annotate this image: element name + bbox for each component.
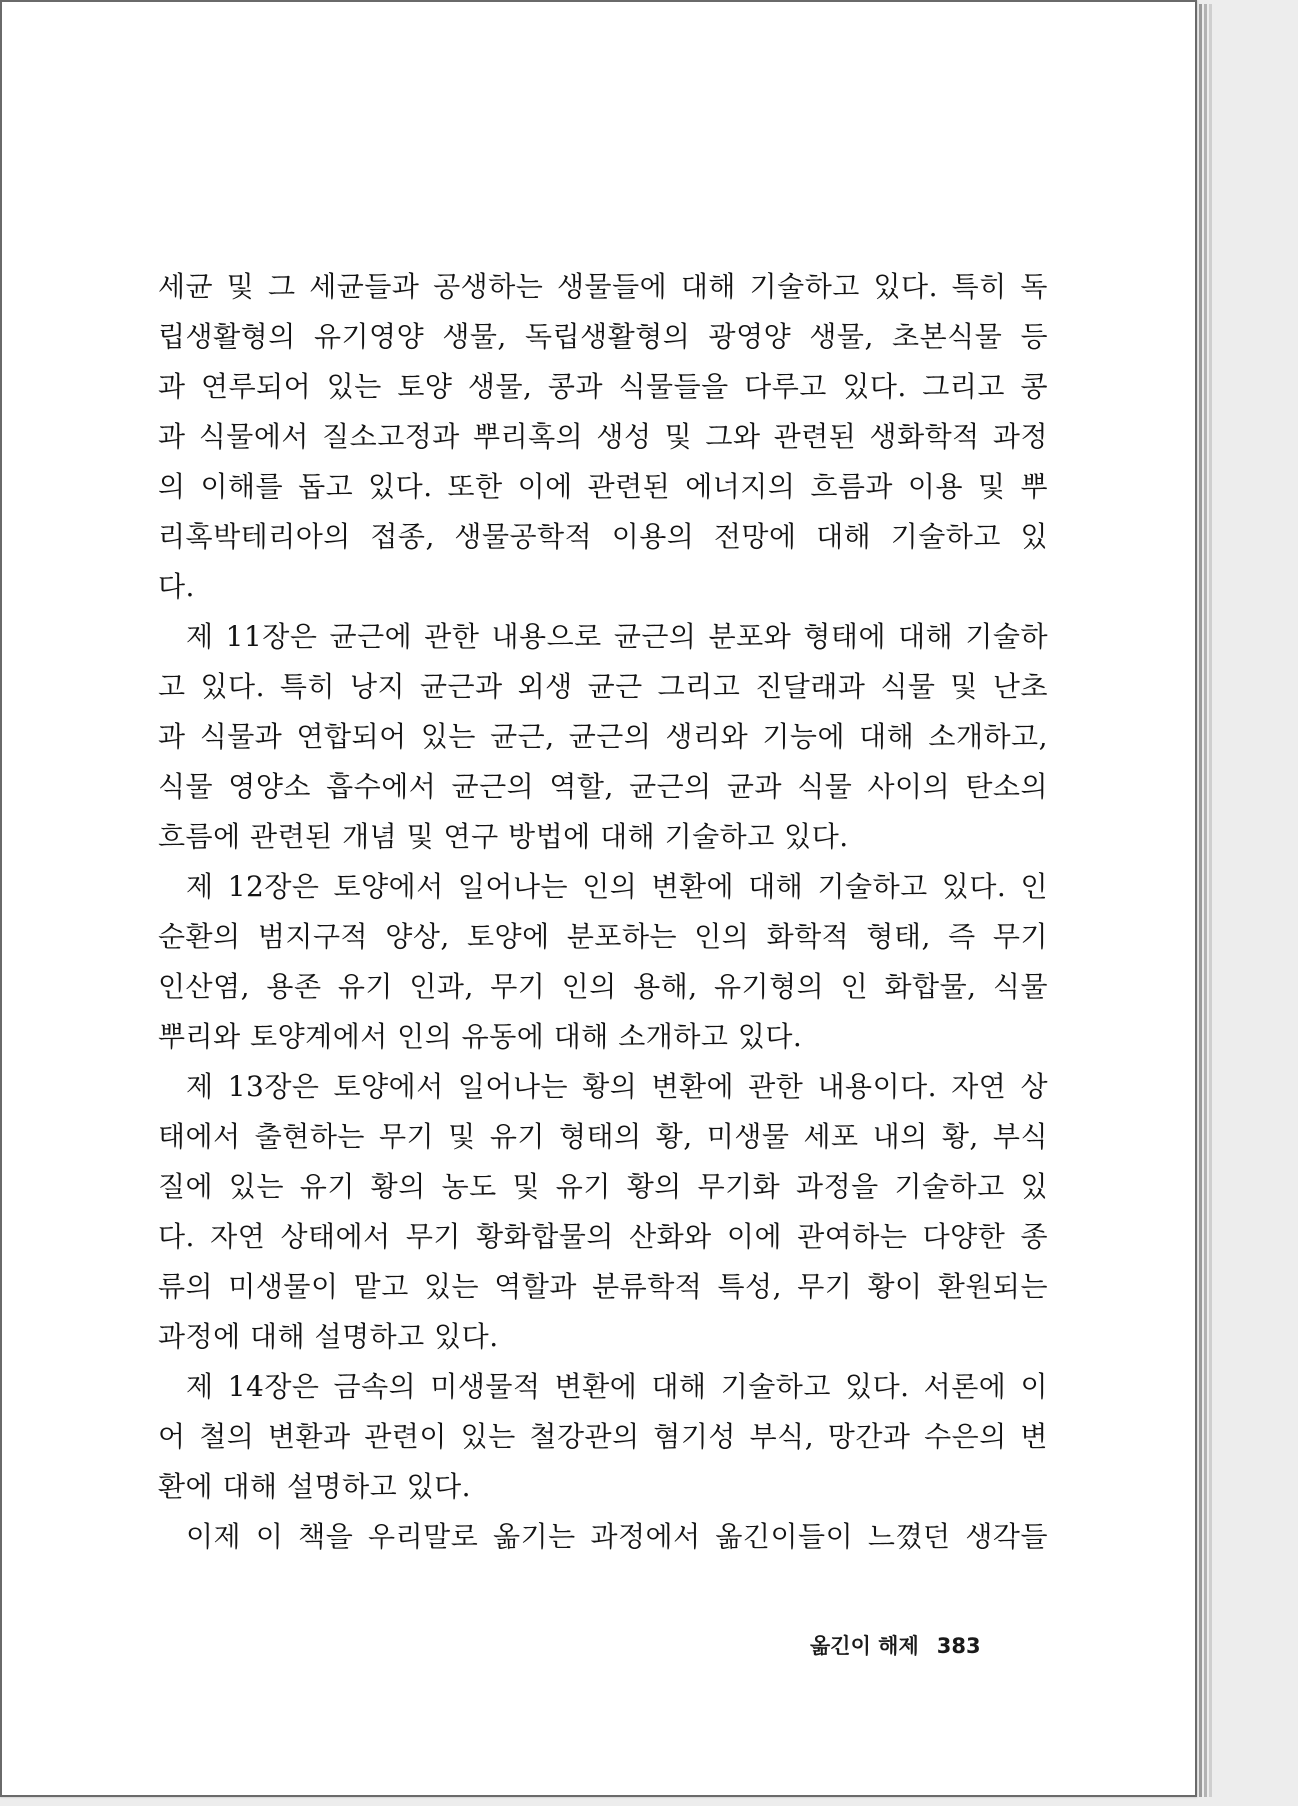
text-line: 류의 미생물이 맡고 있는 역할과 분류학적 특성, 무기 황이 환원되는 [158,1270,1048,1303]
text-line: 순환의 범지구적 양상, 토양에 분포하는 인의 화학적 형태, 즉 무기 [158,920,1048,953]
text-line: 흐름에 관련된 개념 및 연구 방법에 대해 기술하고 있다. [158,820,849,853]
paragraph-start-line: 제 11장은 균근에 관한 내용으로 균근의 분포와 형태에 대해 기술하 [186,620,1048,653]
text-line: 다. [158,570,195,603]
paragraph-start-line: 제 14장은 금속의 미생물적 변환에 대해 기술하고 있다. 서론에 이 [186,1370,1048,1403]
text-line: 세균 및 그 세균들과 공생하는 생물들에 대해 기술하고 있다. 특히 독 [158,270,1048,303]
text-line: 과 연루되어 있는 토양 생물, 콩과 식물들을 다루고 있다. 그리고 콩 [158,370,1048,403]
paragraph-start-line: 이제 이 책을 우리말로 옮기는 과정에서 옮긴이들이 느꼈던 생각들 [186,1520,1048,1553]
text-line: 뿌리와 토양계에서 인의 유동에 대해 소개하고 있다. [158,1020,803,1053]
text-line: 질에 있는 유기 황의 농도 및 유기 황의 무기화 과정을 기술하고 있 [158,1170,1048,1203]
page-stack-edge [1209,4,1212,1797]
page-number: 383 [936,1634,981,1658]
text-line: 과 식물에서 질소고정과 뿌리혹의 생성 및 그와 관련된 생화학적 과정 [158,420,1048,453]
text-line: 리혹박테리아의 접종, 생물공학적 이용의 전망에 대해 기술하고 있 [158,520,1048,553]
text-line: 과 식물과 연합되어 있는 균근, 균근의 생리와 기능에 대해 소개하고, [158,720,1048,753]
paragraph-start-line: 제 13장은 토양에서 일어나는 황의 변환에 관한 내용이다. 자연 상 [186,1070,1048,1103]
text-line: 태에서 출현하는 무기 및 유기 형태의 황, 미생물 세포 내의 황, 부식 [158,1120,1048,1153]
page-stack-edge [1199,4,1202,1797]
text-line: 과정에 대해 설명하고 있다. [158,1320,499,1353]
body-text [158,262,1048,1562]
footer-section-title: 옮긴이 해제 [810,1634,919,1658]
text-line: 어 철의 변환과 관련이 있는 철강관의 혐기성 부식, 망간과 수은의 변 [158,1420,1048,1453]
page-stack-edge [1204,4,1207,1797]
text-line: 다. 자연 상태에서 무기 황화합물의 산화와 이에 관여하는 다양한 종 [158,1220,1048,1253]
text-line: 식물 영양소 흡수에서 균근의 역할, 균근의 균과 식물 사이의 탄소의 [158,770,1048,803]
text-line: 환에 대해 설명하고 있다. [158,1470,472,1503]
running-footer [810,1626,981,1666]
text-line: 인산염, 용존 유기 인과, 무기 인의 용해, 유기형의 인 화합물, 식물 [158,970,1048,1003]
text-line: 립생활형의 유기영양 생물, 독립생활형의 광영양 생물, 초본식물 등 [158,320,1048,353]
text-line: 의 이해를 돕고 있다. 또한 이에 관련된 에너지의 흐름과 이용 및 뿌 [158,470,1048,503]
text-line: 고 있다. 특히 낭지 균근과 외생 균근 그리고 진달래과 식물 및 난초 [158,670,1048,703]
paragraph-start-line: 제 12장은 토양에서 일어나는 인의 변환에 대해 기술하고 있다. 인 [186,870,1048,903]
